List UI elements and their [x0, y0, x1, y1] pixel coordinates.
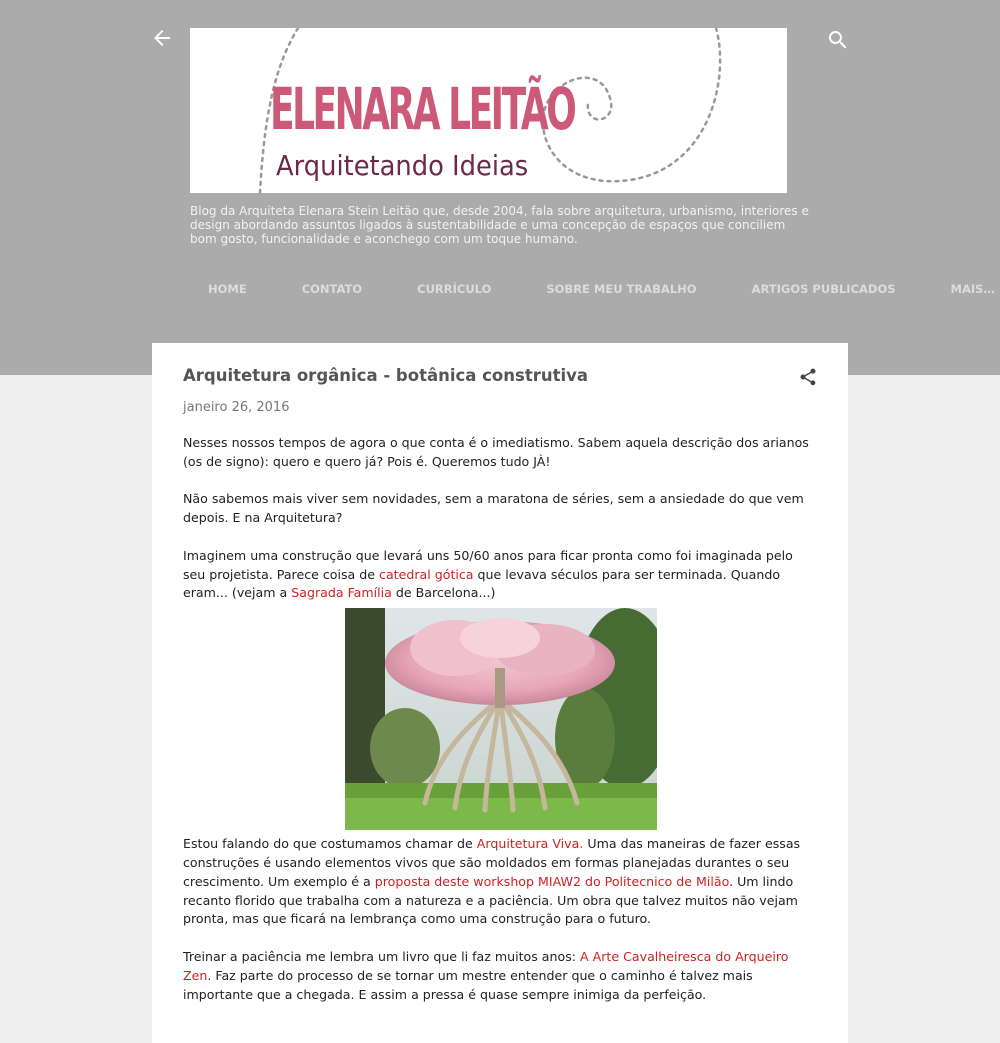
nav-item-curriculo[interactable]: CURRÍCULO — [417, 282, 492, 296]
share-icon[interactable] — [798, 367, 818, 387]
post-card — [152, 343, 848, 1043]
paragraph: Não sabemos mais viver sem novidades, sem a maratona de séries, sem a ansiedade do que vem depois. E na Arquitetura? — [183, 491, 804, 526]
post-title[interactable]: Arquitetura orgânica - botânica construtiva — [183, 366, 589, 385]
blossom-tree-photo[interactable] — [345, 608, 657, 830]
nav-item-home[interactable]: HOME — [208, 282, 247, 296]
blog-banner[interactable] — [190, 28, 787, 193]
banner-subtitle: Arquitetando Ideias — [276, 149, 529, 182]
main-nav — [195, 282, 1000, 296]
blog-description: Blog da Arquiteta Elenara Stein Leitão que, desde 2004, fala sobre arquitetura, urbanismo, interiores e design abordando assuntos ligados à sustentabilidade e uma concepção de espaços que conciliem bom gosto, funcionalidade e aconchego com um toque humano. — [190, 204, 809, 246]
nav-item-artigos-publicados[interactable]: ARTIGOS PUBLICADOS — [751, 282, 896, 296]
arrow-left-icon[interactable] — [150, 26, 174, 50]
nav-item-sobre-meu-trabalho[interactable]: SOBRE MEU TRABALHO — [546, 282, 697, 296]
paragraph: Treinar a paciência me lembra um livro que li faz muitos anos: A Arte Cavalheiresca do Arqueiro Zen. Faz parte do processo de se tornar um mestre entender que o caminho é talvez mais importante que a chegada. E assim a pressa é quase sempre inimiga da perfeição. — [183, 948, 789, 1002]
nav-item-mais[interactable]: MAIS… — [950, 282, 995, 296]
search-icon[interactable] — [826, 28, 850, 52]
nav-item-contato[interactable]: CONTATO — [301, 282, 363, 296]
paragraph: Imaginem uma construção que levará uns 50/60 anos para ficar pronta como foi imaginada pelo seu projetista. Parece coisa de catedral gótica que levava séculos para ser terminada. Quando eram... (vejam a Sagrada Família de Barcelona...) — [183, 547, 793, 601]
link-arquitetura-viva[interactable]: Arquitetura Viva. — [476, 836, 584, 852]
link-arqueiro-zen[interactable]: A Arte Cavalheiresca do Arqueiro Zen — [183, 948, 789, 983]
paragraph: Nesses nossos tempos de agora o que conta é o imediatismo. Sabem aquela descrição dos arianos (os de signo): quero e quero já? Pois é. Queremos tudo JÀ! — [183, 435, 809, 469]
link-catedral-gotica[interactable]: catedral gótica — [379, 566, 474, 582]
link-workshop-miaw2[interactable]: proposta deste workshop MIAW2 do Politecnico de Milão — [374, 873, 730, 889]
banner-title: ELENARA LEITÃO — [270, 75, 575, 143]
post-body — [183, 434, 819, 1023]
paragraph: Estou falando do que costumamos chamar de Arquitetura Viva. Uma das maneiras de fazer essas construções é usando elementos vivos que são moldados em formas planejadas durantes o seu crescimento. Um exemplo é a proposta deste workshop MIAW2 do Politecnico de Milão. Um lindo recanto florido que trabalha com a natureza e a paciência. Um obra que talvez muitos não vejam pronta, mas que ficará na lembrança como uma construção para o futuro. — [183, 836, 801, 927]
post-date[interactable]: janeiro 26, 2016 — [183, 400, 290, 415]
post-image-wrapper — [183, 608, 819, 830]
link-sagrada-familia[interactable]: Sagrada Família — [291, 585, 392, 601]
